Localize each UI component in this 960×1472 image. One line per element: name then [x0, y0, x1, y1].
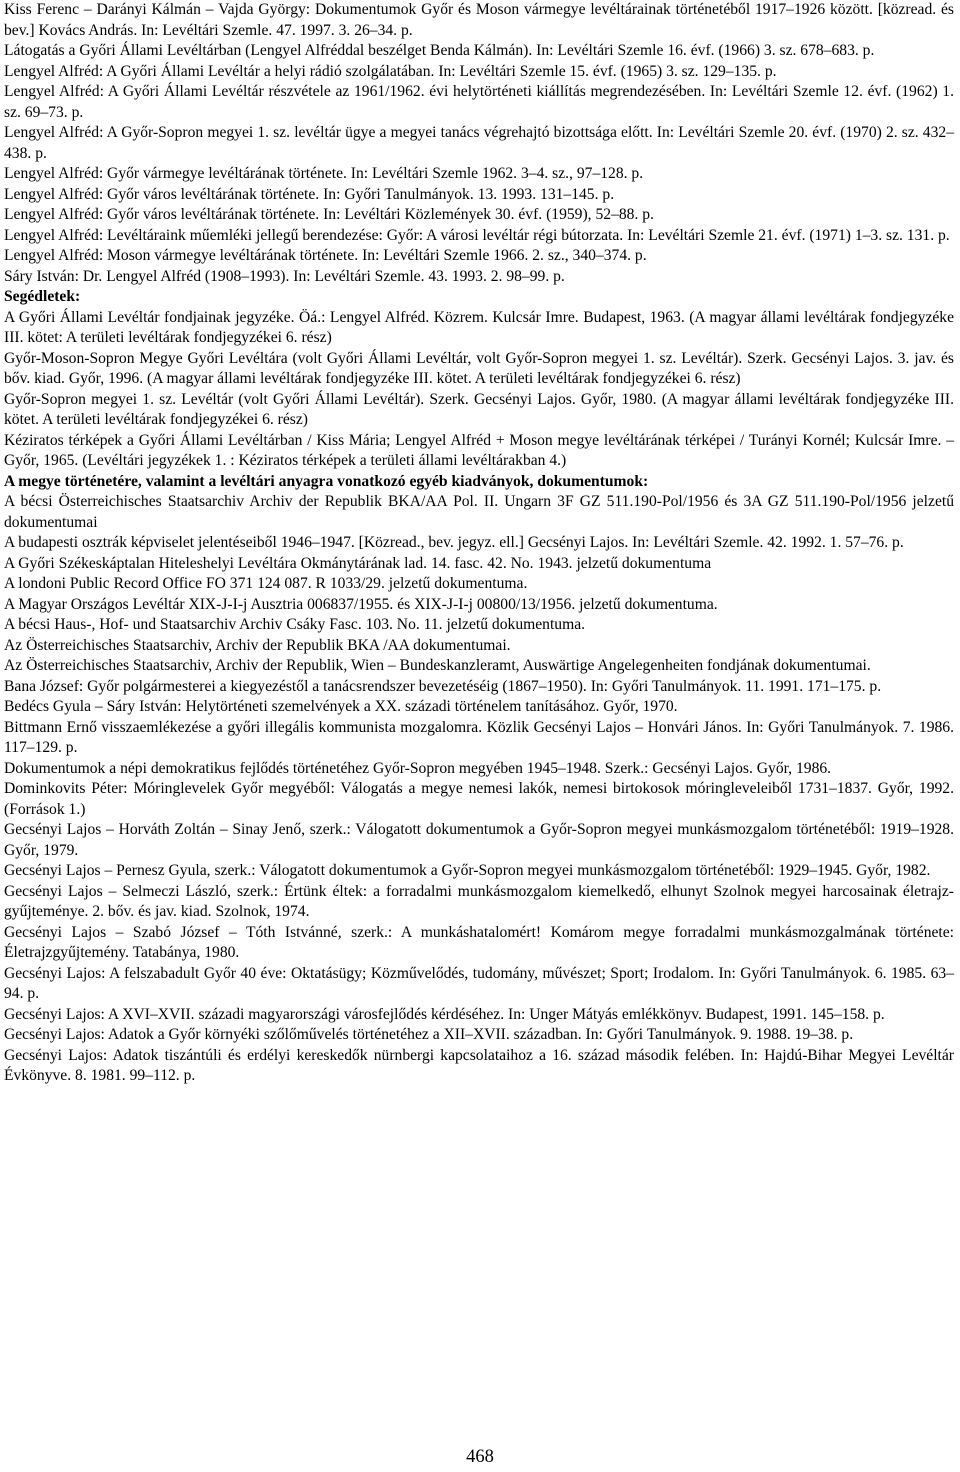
document-entry: Bana József: Győr polgármesterei a kiegyezéstől a tanácsrendszer bevezetéséig (1867–1950). In: Győri Tanulmányok. 11. 1991. 171–175. p. [4, 677, 882, 695]
document-entry: Gecsényi Lajos: Adatok a Győr környéki szőlőművelés történetéhez a XII–XVII. században. In: Győri Tanulmányok. 9. 1988. 19–38. p. [4, 1026, 854, 1043]
segedlet-entry: Győr-Moson-Sopron Megye Győri Levéltára (volt Győri Állami Levéltár, volt Győr-Sopron megyei 1. sz. Levéltár). Szerk. Gecsényi Lajos. 3. jav. és bőv. kiad. Győr, 1996. (A magyar állami levéltárak fondjegyzéke III. kötet. A területi levéltárak fondjegyzékei 6. rész) [4, 349, 954, 387]
document-entry: Az Österreichisches Staatsarchiv, Archiv der Republik BKA /AA dokumentumai. [4, 636, 511, 654]
bibliography-entry: Lengyel Alfréd: Levéltáraink műemléki jellegű berendezése: Győr: A városi levéltár régi bútorzata. In: Levéltári Szemle 21. évf. (1971) 1–3. sz. 131. p. [4, 226, 950, 244]
document-entry: Bittmann Ernő visszaemlékezése a győri illegális kommunista mozgalomra. Közlik Gecsényi Lajos – Honvári János. In: Győri Tanulmányok. 7. 1986. 117–129. p. [4, 718, 954, 756]
bibliography-entry: Sáry István: Dr. Lengyel Alfréd (1908–1993). In: Levéltári Szemle. 43. 1993. 2. 98–99. p. [4, 267, 565, 285]
bibliography-entry: Lengyel Alfréd: Moson vármegye levéltárának története. In: Levéltári Szemle 1966. 2. sz., 340–374. p. [4, 247, 647, 264]
egyeb-kiadvanyok-section [4, 472, 954, 1087]
document-entry: Dominkovits Péter: Móringlevelek Győr megyéből: Válogatás a megye nemesi lakók, nemesi birtokosok móringleveleiből 1731–1837. Győr, 1992. (Források 1.) [4, 780, 954, 818]
document-entry: Gecsényi Lajos: A felszabadult Győr 40 éve: Oktatásügy; Közművelődés, tudomány, művészet; Sport; Irodalom. In: Győri Tanulmányok. 6. 1985. 63–94. p. [4, 964, 954, 1002]
document-entry: Bedécs Gyula – Sáry István: Helytörténeti szemelvények a XX. századi történelem tanításához. Győr, 1970. [4, 698, 678, 715]
segedlet-entry: Kéziratos térképek a Győri Állami Levéltárban / Kiss Mária; Lengyel Alfréd + Moson megye levéltárának térképei / Turányi Kornél; Kulcsár Imre. – Győr, 1965. (Levéltári jegyzékek 1. : Kéziratos térképek a területi állami levéltárakban 4.) [4, 431, 954, 469]
document-entry: Gecsényi Lajos – Pernesz Gyula, szerk.: Válogatott dokumentumok a Győr-Sopron megyei munkásmozgalom történetéből: 1929–1945. Győr, 1982. [4, 862, 931, 879]
bibliography-entry: Lengyel Alfréd: A Győri Állami Levéltár a helyi rádió szolgálatában. In: Levéltári Szemle 15. évf. (1965) 3. sz. 129–135. p. [4, 62, 777, 80]
egyeb-kiadvanyok-heading: A megye történetére, valamint a levéltári anyagra vonatkozó egyéb kiadványok, dokumentumok: [4, 472, 649, 490]
bibliography-entry: Lengyel Alfréd: Győr vármegye levéltárának története. In: Levéltári Szemle 1962. 3–4. sz., 97–128. p. [4, 165, 644, 182]
bibliography-entry: Látogatás a Győri Állami Levéltárban (Lengyel Alfréddal beszélget Benda Kálmán). In: Levéltári Szemle 16. évf. (1966) 3. sz. 678–683. p. [4, 42, 875, 59]
document-entry: Gecsényi Lajos: Adatok tiszántúli és erdélyi kereskedők nürnbergi kapcsolataihoz a 16. század második felében. In: Hajdú-Bihar Megyei Levéltár Évkönyve. 8. 1981. 99–112. p. [4, 1046, 954, 1084]
bibliography-entry: Lengyel Alfréd: A Győri Állami Levéltár részvétele az 1961/1962. évi helytörténeti kiállítás megrendezésében. In: Levéltári Szemle 12. évf. (1962) 1. sz. 69–73. p. [4, 83, 954, 121]
document-entry: A londoni Public Record Office FO 371 124 087. R 1033/29. jelzetű dokumentuma. [4, 575, 528, 592]
document-entry: A Győri Székeskáptalan Hiteleshelyi Levéltára Okmánytárának lad. 14. fasc. 42. No. 1943. jelzetű dokumentuma [4, 554, 712, 572]
document-entry: Gecsényi Lajos: A XVI–XVII. századi magyarországi városfejlődés kérdéséhez. In: Unger Mátyás emlékkönyv. Budapest, 1991. 145–158. p. [4, 1005, 885, 1023]
bibliography-entry: Lengyel Alfréd: Győr város levéltárának története. In: Győri Tanulmányok. 13. 1993. 131–145. p. [4, 185, 615, 203]
bibliography-entry: Lengyel Alfréd: Győr város levéltárának története. In: Levéltári Közlemények 30. évf. (1959), 52–88. p. [4, 206, 654, 223]
literature-list [4, 0, 954, 287]
segedlet-entry: Győr-Sopron megyei 1. sz. Levéltár (volt Győri Állami Levéltár). Szerk. Gecsényi Lajos. Győr, 1980. (A magyar állami levéltárak fondjegyzéke III. kötet. A területi levéltárak fondjegyzékei 6. rész) [4, 390, 954, 428]
page-number: 468 [466, 1447, 494, 1467]
document-entry: Gecsényi Lajos – Szabó József – Tóth Istvánné, szerk.: A munkáshatalomért! Komárom megye forradalmi munkásmozgalmának története: Életrajzgyűjtemény. Tatabánya, 1980. [4, 923, 954, 961]
bibliography-page [4, 0, 954, 1087]
document-entry: A bécsi Österreichisches Staatsarchiv Archiv der Republik BKA/AA Pol. II. Ungarn 3F GZ 511.190-Pol/1956 és 3A GZ 511.190-Pol/1956 jelzetű dokumentumai [4, 493, 954, 531]
segedletek-section [4, 287, 954, 472]
segedletek-heading: Segédletek: [4, 288, 81, 305]
document-entry: Dokumentumok a népi demokratikus fejlődés történetéhez Győr-Sopron megyében 1945–1948. Szerk.: Gecsényi Lajos. Győr, 1986. [4, 759, 832, 777]
document-entry: Gecsényi Lajos – Horváth Zoltán – Sinay Jenő, szerk.: Válogatott dokumentumok a Győr-Sopron megyei munkásmozgalom történetéből: 1919–1928. Győr, 1979. [4, 821, 954, 859]
document-entry: Gecsényi Lajos – Selmeczi László, szerk.: Értünk éltek: a forradalmi munkásmozgalom kiemelkedő, elhunyt Szolnok megyei harcosainak életrajz-gyűjteménye. 2. bőv. és jav. kiad. Szolnok, 1974. [4, 882, 954, 920]
document-entry: A budapesti osztrák képviselet jelentéseiből 1946–1947. [Közread., bev. jegyz. ell.] Gecsényi Lajos. In: Levéltári Szemle. 42. 1992. 1. 57–76. p. [4, 534, 904, 551]
bibliography-entry: Lengyel Alfréd: A Győr-Sopron megyei 1. sz. levéltár ügye a megyei tanács végrehajtó bizottsága előtt. In: Levéltári Szemle 20. évf. (1970) 2. sz. 432–438. p. [4, 124, 954, 162]
document-entry: A bécsi Haus-, Hof- und Staatsarchiv Archiv Csáky Fasc. 103. No. 11. jelzetű dokumentuma. [4, 616, 586, 633]
segedlet-entry: A Győri Állami Levéltár fondjainak jegyzéke. Öá.: Lengyel Alfréd. Közrem. Kulcsár Imre. Budapest, 1963. (A magyar állami levéltárak fondjegyzéke III. kötet: A területi levéltárak fondjegyzékei 6. rész) [4, 308, 954, 346]
document-entry: Az Österreichisches Staatsarchiv, Archiv der Republik, Wien – Bundeskanzleramt, Auswärtige Angelegenheiten fondjának dokumentumai. [4, 657, 871, 674]
document-entry: A Magyar Országos Levéltár XIX-J-I-j Ausztria 006837/1955. és XIX-J-I-j 00800/13/1956. jelzetű dokumentuma. [4, 595, 718, 613]
bibliography-entry: Kiss Ferenc – Darányi Kálmán – Vajda György: Dokumentumok Győr és Moson vármegye levéltárainak történetéből 1917–1926 között. [közread. és bev.] Kovács András. In: Levéltári Szemle. 47. 1997. 3. 26–34. p. [4, 1, 954, 39]
